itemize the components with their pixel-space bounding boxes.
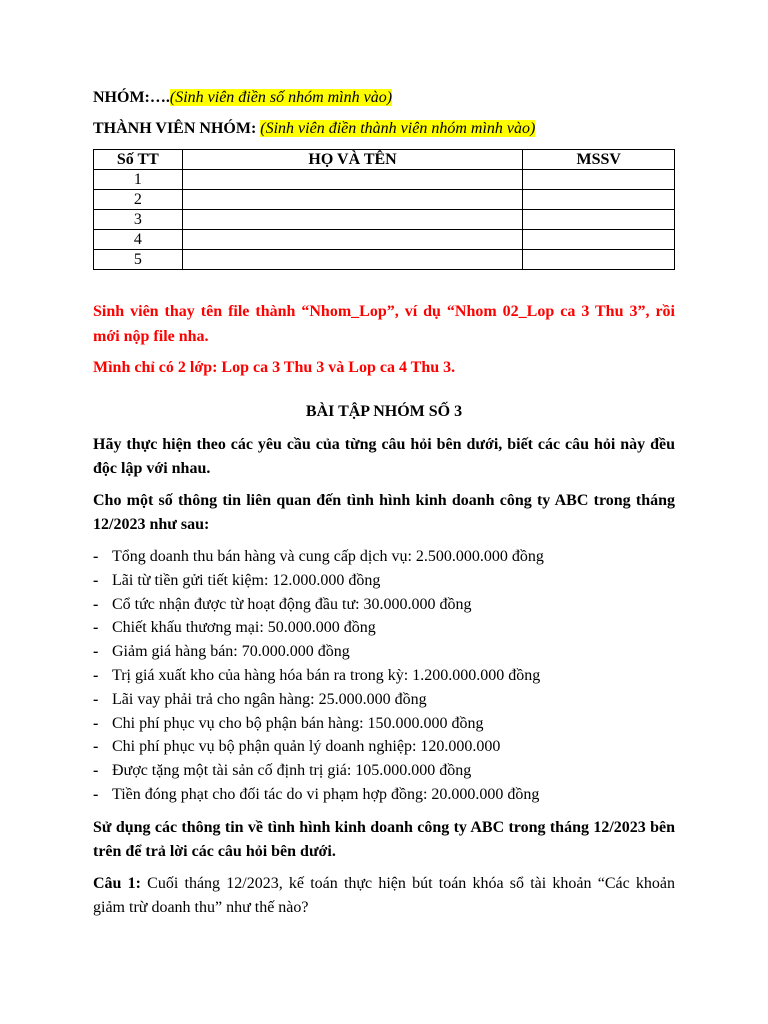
question-1-label: Câu 1: (93, 874, 141, 892)
list-item (93, 712, 675, 736)
usage-instruction: Sử dụng các thông tin về tình hình kinh doanh công ty ABC trong tháng 12/2023 bên trên để trả lời các câu hỏi bên dưới. (93, 818, 675, 860)
row-number: 5 (94, 250, 183, 270)
members-line (93, 117, 675, 141)
bullet-dash: - (93, 643, 99, 661)
row-number: 3 (94, 210, 183, 230)
table-row (94, 250, 675, 270)
list-item (93, 759, 675, 783)
list-item (93, 640, 675, 664)
table-header-row (94, 150, 675, 170)
row-number: 4 (94, 230, 183, 250)
classes-notice: Mình chỉ có 2 lớp: Lop ca 3 Thu 3 và Lop ca 4 Thu 3. (93, 359, 456, 376)
list-item-text: Được tặng một tài sản cố định trị giá: 105.000.000 đồng (112, 762, 472, 780)
bullet-dash: - (93, 785, 99, 803)
list-item-text: Lãi vay phải trả cho ngân hàng: 25.000.000 đồng (112, 690, 427, 708)
bullet-dash: - (93, 666, 99, 684)
bullet-dash: - (93, 738, 99, 756)
table-row (94, 190, 675, 210)
rename-notice: Sinh viên thay tên file thành “Nhom_Lop”, ví dụ “Nhom 02_Lop ca 3 Thu 3”, rồi mới nộp file nha. (93, 303, 675, 345)
table-row (94, 210, 675, 230)
list-item (93, 735, 675, 759)
list-item-text: Chi phí phục vụ cho bộ phận bán hàng: 150.000.000 đồng (112, 714, 484, 732)
header-mssv: MSSV (523, 150, 675, 170)
list-item-text: Lãi từ tiền gửi tiết kiệm: 12.000.000 đồng (112, 571, 381, 589)
header-name: HỌ VÀ TÊN (182, 150, 523, 170)
members-hint: (Sinh viên điền thành viên nhóm mình vào) (260, 120, 536, 137)
name-cell[interactable] (182, 210, 523, 230)
assignment-context: Cho một số thông tin liên quan đến tình hình kinh doanh công ty ABC trong tháng 12/2023 như sau: (93, 492, 675, 533)
table-row (94, 170, 675, 190)
header-stt: Số TT (94, 150, 183, 170)
mssv-cell[interactable] (523, 250, 675, 270)
members-table (93, 149, 675, 270)
document-content (93, 86, 675, 920)
list-item (93, 569, 675, 593)
name-cell[interactable] (182, 250, 523, 270)
mssv-cell[interactable] (523, 170, 675, 190)
table-row (94, 230, 675, 250)
bullet-dash: - (93, 595, 99, 613)
bullet-dash: - (93, 571, 99, 589)
name-cell[interactable] (182, 170, 523, 190)
list-item-text: Chi phí phục vụ bộ phận quản lý doanh nghiệp: 120.000.000 (112, 738, 501, 756)
row-number: 2 (94, 190, 183, 210)
mssv-cell[interactable] (523, 230, 675, 250)
bullet-dash: - (93, 548, 99, 565)
group-line (93, 86, 675, 110)
question-1-text: Cuối tháng 12/2023, kế toán thực hiện bút toán khóa sổ tài khoản “Các khoản giảm trừ doanh thu” như thế nào? (93, 874, 676, 916)
bullet-dash: - (93, 690, 99, 708)
group-hint: (Sinh viên điền số nhóm mình vào) (169, 89, 393, 106)
assignment-intro: Hãy thực hiện theo các yêu cầu của từng câu hỏi bên dưới, biết các câu hỏi này đều độc lập với nhau. (93, 436, 675, 477)
list-item (93, 593, 675, 617)
group-label: NHÓM:…. (93, 89, 170, 106)
members-label: THÀNH VIÊN NHÓM: (93, 120, 257, 137)
question-1 (93, 872, 675, 920)
list-item-text: Trị giá xuất kho của hàng hóa bán ra trong kỳ: 1.200.000.000 đồng (112, 666, 541, 684)
list-item-text: Giảm giá hàng bán: 70.000.000 đồng (112, 643, 350, 661)
assignment-title: BÀI TẬP NHÓM SỐ 3 (305, 403, 463, 420)
bullet-dash: - (93, 619, 99, 637)
mssv-cell[interactable] (523, 210, 675, 230)
bullet-dash: - (93, 714, 99, 732)
list-item (93, 545, 675, 569)
mssv-cell[interactable] (523, 190, 675, 210)
name-cell[interactable] (182, 190, 523, 210)
list-item-text: Tiền đóng phạt cho đối tác do vi phạm hợp đồng: 20.000.000 đồng (112, 785, 540, 803)
row-number: 1 (94, 170, 183, 190)
list-item (93, 664, 675, 688)
list-item (93, 783, 675, 807)
bullet-dash: - (93, 762, 99, 780)
list-item-text: Chiết khấu thương mại: 50.000.000 đồng (112, 619, 376, 637)
list-item (93, 688, 675, 712)
list-item-text: Cổ tức nhận được từ hoạt động đầu tư: 30.000.000 đồng (112, 595, 472, 613)
info-list (93, 545, 675, 807)
list-item (93, 616, 675, 640)
list-item-text: Tổng doanh thu bán hàng và cung cấp dịch vụ: 2.500.000.000 đồng (112, 548, 544, 565)
name-cell[interactable] (182, 230, 523, 250)
